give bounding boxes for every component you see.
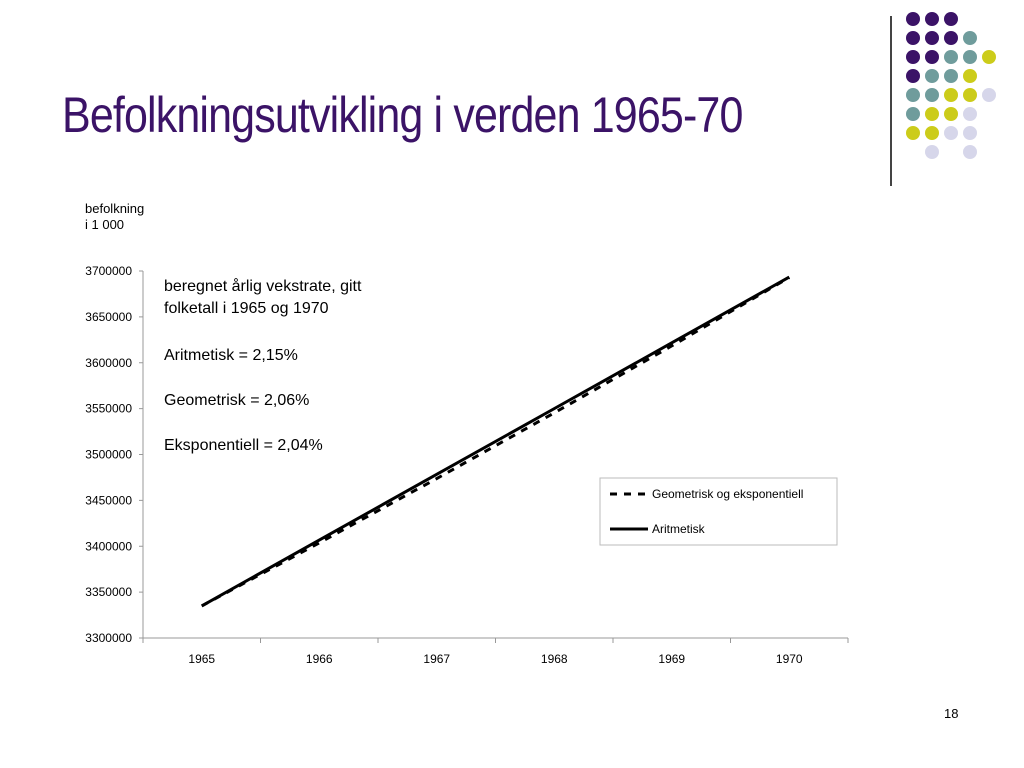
y-tick-label: 3300000	[85, 631, 132, 645]
annotation-line: beregnet årlig vekstrate, gitt	[164, 278, 362, 295]
legend-label: Geometrisk og eksponentiell	[652, 487, 804, 501]
x-tick-label: 1969	[658, 652, 686, 666]
x-tick-label: 1967	[423, 652, 451, 666]
x-tick-label: 1970	[775, 652, 803, 666]
y-axis-ticks	[85, 264, 143, 645]
x-axis-ticks	[143, 638, 848, 666]
y-axis-label	[85, 201, 144, 232]
slide-title: Befolkningsutvikling i verden 1965-70	[62, 87, 743, 143]
chart-legend	[600, 478, 837, 545]
y-tick-label: 3650000	[85, 309, 132, 324]
y-axis-label-line: i 1 000	[85, 217, 125, 232]
chart-axes	[143, 271, 848, 638]
y-tick-label: 3600000	[85, 355, 132, 370]
legend-label: Aritmetisk	[652, 522, 705, 536]
annotation-line: Geometrisk = 2,06%	[164, 392, 310, 409]
y-tick-label: 3700000	[85, 264, 132, 278]
growth-rate-annotation	[164, 277, 362, 454]
y-tick-label: 3500000	[85, 447, 132, 462]
x-tick-label: 1966	[305, 652, 333, 666]
x-tick-label: 1965	[188, 652, 216, 666]
page-number: 18	[944, 706, 959, 721]
annotation-line: folketall i 1965 og 1970	[164, 300, 329, 317]
y-tick-label: 3450000	[85, 493, 132, 508]
y-axis-label-line: befolkning	[85, 201, 145, 216]
annotation-line: Eksponentiell = 2,04%	[164, 437, 323, 454]
x-tick-label: 1968	[540, 652, 568, 666]
y-tick-label: 3550000	[85, 401, 132, 416]
y-tick-label: 3350000	[85, 585, 132, 600]
annotation-line: Aritmetisk = 2,15%	[164, 347, 298, 364]
y-tick-label: 3400000	[85, 539, 132, 554]
